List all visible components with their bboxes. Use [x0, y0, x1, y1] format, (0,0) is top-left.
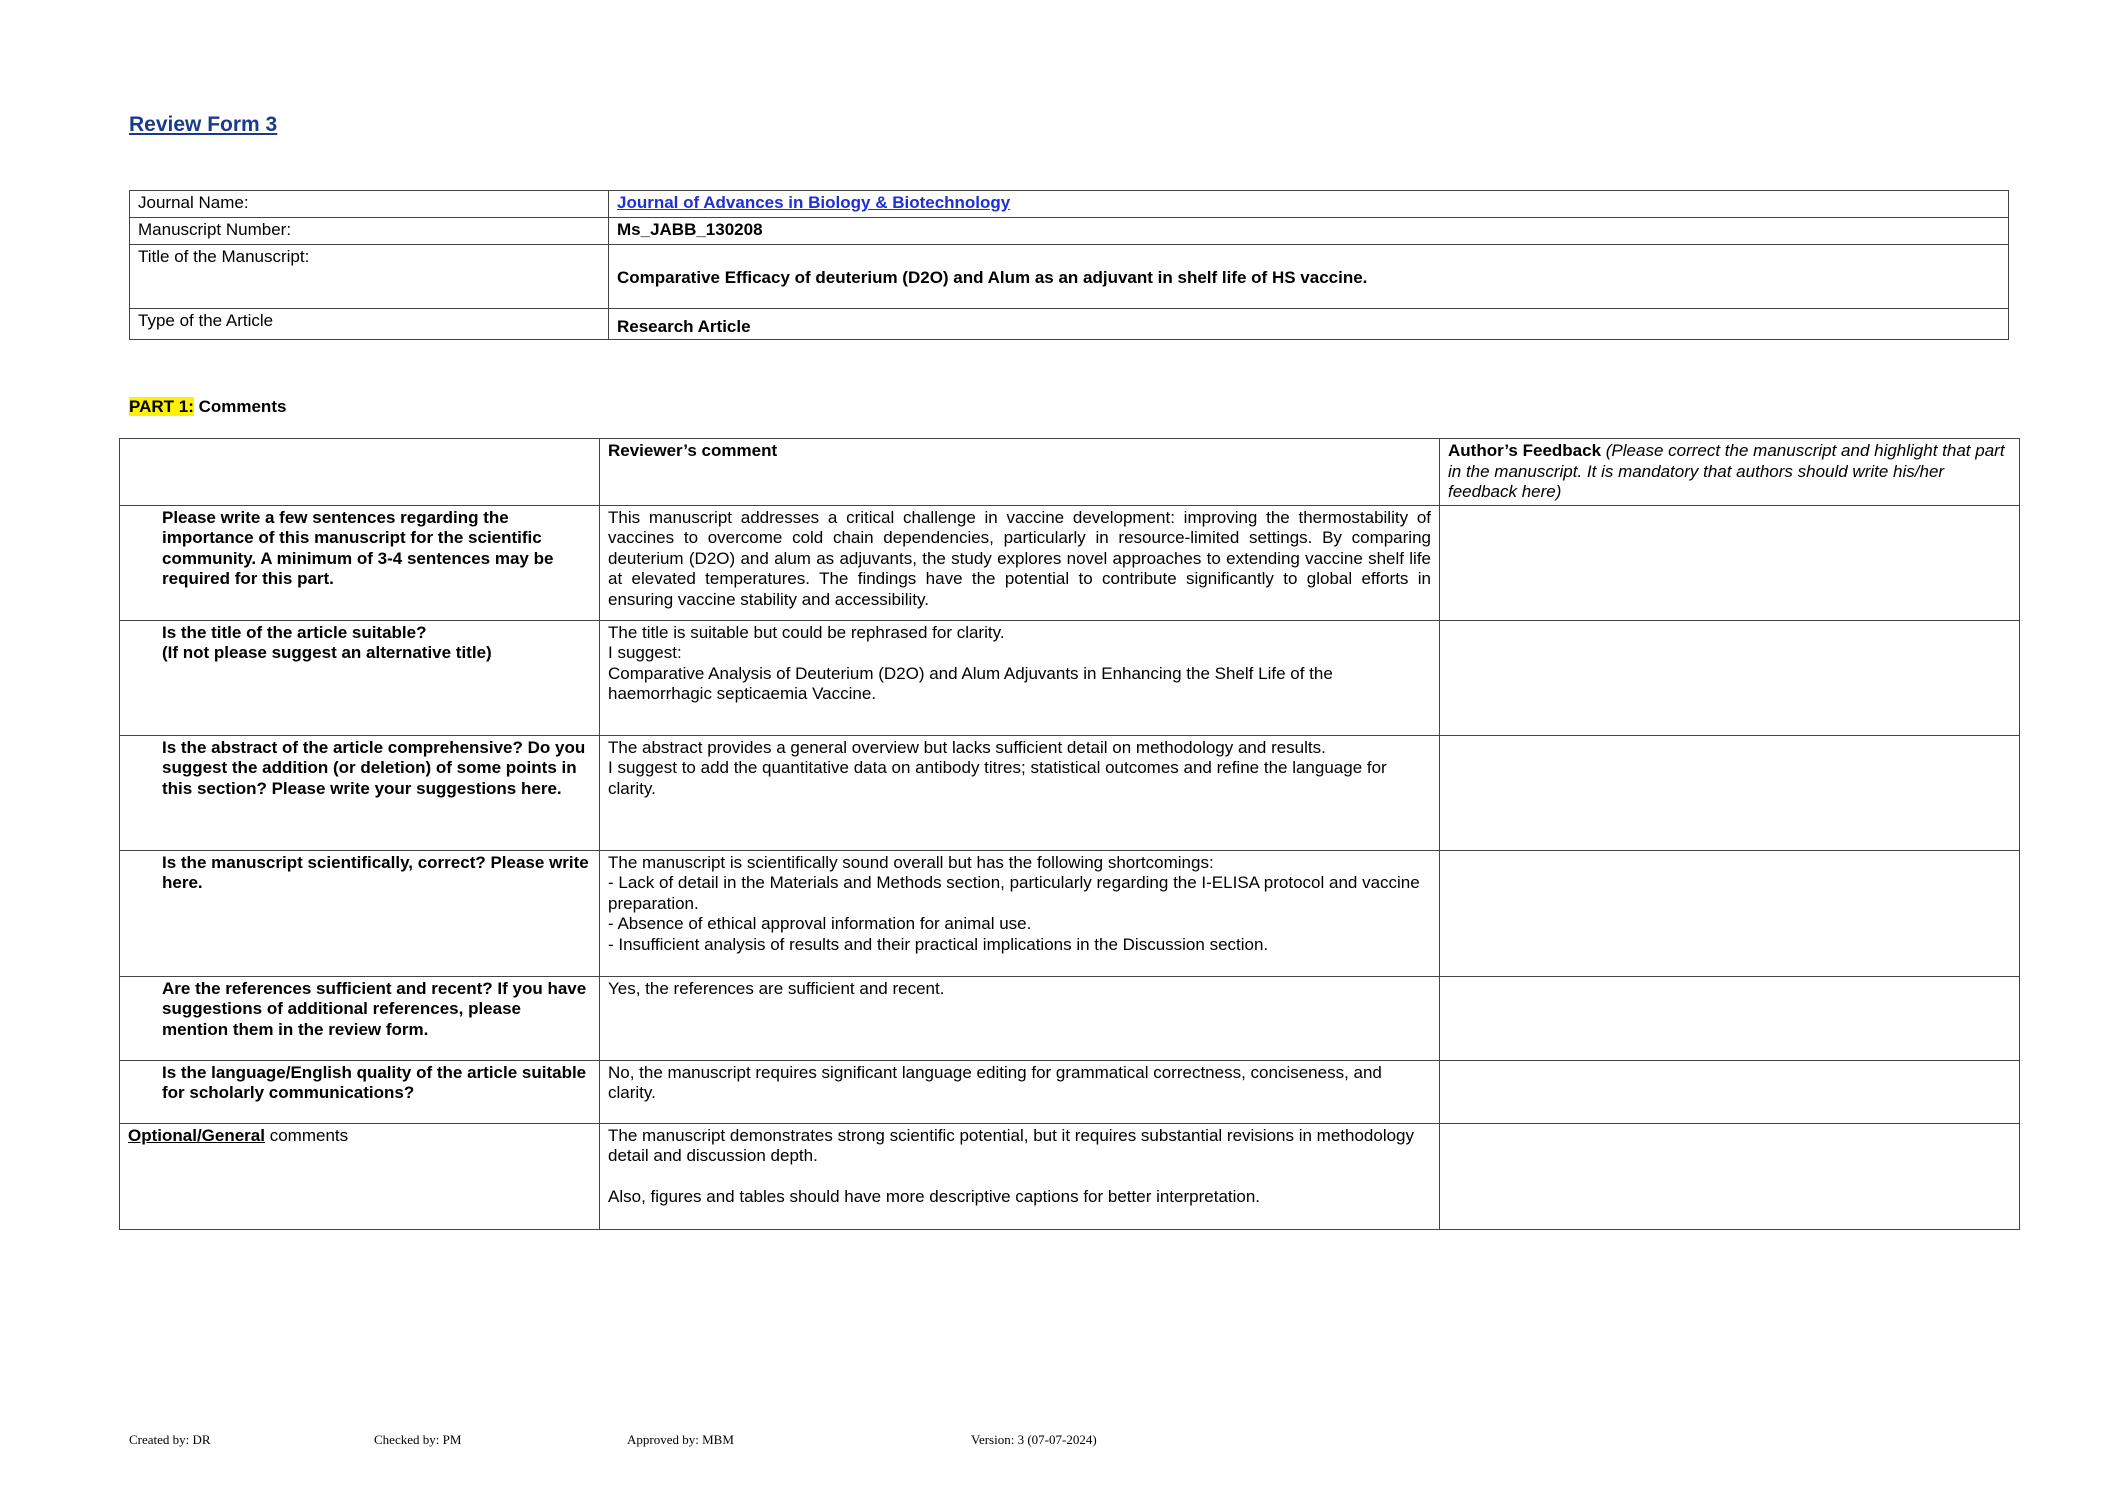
table-row — [130, 309, 2009, 340]
author-feedback-header — [1440, 439, 2020, 506]
journal-link[interactable]: Journal of Advances in Biology & Biotechnology — [617, 193, 1011, 212]
article-type-value: Research Article — [609, 309, 2009, 340]
optional-general-label: Optional/General — [128, 1125, 265, 1145]
journal-name-value — [609, 191, 2009, 218]
author-feedback-header-bold: Author’s Feedback — [1448, 441, 1602, 460]
manuscript-title-value: Comparative Efficacy of deuterium (D2O) and Alum as an adjuvant in shelf life of HS vaccine. — [609, 245, 2009, 309]
reviewer-comment-header: Reviewer’s comment — [600, 439, 1440, 506]
comments-table — [119, 438, 2020, 1230]
table-row — [130, 218, 2009, 245]
table-header-row — [120, 439, 2020, 506]
question-cell: Is the title of the article suitable? (If not please suggest an alternative title) — [120, 620, 600, 735]
article-type-label: Type of the Article — [130, 309, 609, 340]
question-cell: Is the manuscript scientifically, correct? Please write here. — [120, 850, 600, 976]
manuscript-title-label: Title of the Manuscript: — [130, 245, 609, 309]
table-row — [130, 191, 2009, 218]
form-title: Review Form 3 — [129, 113, 278, 136]
footer-approved-by: Approved by: MBM — [627, 1432, 734, 1447]
author-feedback-cell[interactable] — [1440, 850, 2020, 976]
author-feedback-cell[interactable] — [1440, 505, 2020, 620]
page-footer — [0, 1432, 2117, 1452]
manuscript-number-label: Manuscript Number: — [130, 218, 609, 245]
table-row — [120, 1123, 2020, 1229]
table-row — [120, 620, 2020, 735]
footer-checked-by: Checked by: PM — [374, 1432, 462, 1447]
question-cell: Please write a few sentences regarding the importance of this manuscript for the scientific community. A minimum of 3-4 sentences may be required for this part. — [120, 505, 600, 620]
author-feedback-header-note: (Please correct the manuscript and highlight that part in the manuscript. It is mandatory that authors should write his/her feedback here) — [1448, 441, 2005, 501]
optional-comments-label — [120, 1123, 600, 1229]
question-cell: Are the references sufficient and recent? If you have suggestions of additional references, please mention them in the review form. — [120, 976, 600, 1060]
footer-created-by: Created by: DR — [129, 1432, 211, 1447]
empty-header-cell — [120, 439, 600, 506]
part-label: PART 1: — [129, 397, 194, 416]
table-row — [120, 505, 2020, 620]
footer-version: Version: 3 (07-07-2024) — [971, 1432, 1097, 1447]
reviewer-comment-cell: The abstract provides a general overview but lacks sufficient detail on methodology and results. I suggest to add the quantitative data on antibody titres; statistical outcomes and refine the language for clarity. — [600, 735, 1440, 850]
table-row — [120, 850, 2020, 976]
reviewer-comment-cell: This manuscript addresses a critical challenge in vaccine development: improving the thermostability of vaccines to overcome cold chain dependencies, particularly in resource-limited settings. By comparing deuterium (D2O) and alum as adjuvants, the study explores novel approaches to extending vaccine shelf life at elevated temperatures. The findings have the potential to contribute significantly to global efforts in ensuring vaccine stability and accessibility. — [600, 505, 1440, 620]
reviewer-comment-cell: The manuscript is scientifically sound overall but has the following shortcomings: - Lack of detail in the Materials and Methods section, particularly regarding the I-ELISA protocol and vaccine preparation. - Absence of ethical approval information for animal use. - Insufficient analysis of results and their practical implications in the Discussion section. — [600, 850, 1440, 976]
optional-comments-suffix: comments — [264, 1125, 349, 1145]
author-feedback-cell[interactable] — [1440, 1060, 2020, 1123]
question-cell: Is the language/English quality of the article suitable for scholarly communications? — [120, 1060, 600, 1123]
author-feedback-cell[interactable] — [1440, 620, 2020, 735]
question-cell: Is the abstract of the article comprehensive? Do you suggest the addition (or deletion) of some points in this section? Please write your suggestions here. — [120, 735, 600, 850]
manuscript-number-value: Ms_JABB_130208 — [609, 218, 2009, 245]
author-feedback-cell[interactable] — [1440, 976, 2020, 1060]
table-row — [130, 245, 2009, 309]
reviewer-comment-cell: Yes, the references are sufficient and recent. — [600, 976, 1440, 1060]
journal-name-label: Journal Name: — [130, 191, 609, 218]
table-row — [120, 735, 2020, 850]
part-heading — [129, 397, 286, 417]
part-suffix: Comments — [193, 397, 287, 416]
table-row — [120, 976, 2020, 1060]
reviewer-comment-cell: The title is suitable but could be rephrased for clarity. I suggest: Comparative Analysis of Deuterium (D2O) and Alum Adjuvants in Enhancing the Shelf Life of the haemorrhagic septicaemia Vaccine. — [600, 620, 1440, 735]
author-feedback-cell[interactable] — [1440, 1123, 2020, 1229]
manuscript-info-table — [129, 190, 2009, 340]
reviewer-comment-cell: The manuscript demonstrates strong scientific potential, but it requires substantial revisions in methodology detail and discussion depth. Also, figures and tables should have more descriptive captions for better interpretation. — [600, 1123, 1440, 1229]
table-row — [120, 1060, 2020, 1123]
reviewer-comment-cell: No, the manuscript requires significant language editing for grammatical correctness, conciseness, and clarity. — [600, 1060, 1440, 1123]
author-feedback-cell[interactable] — [1440, 735, 2020, 850]
